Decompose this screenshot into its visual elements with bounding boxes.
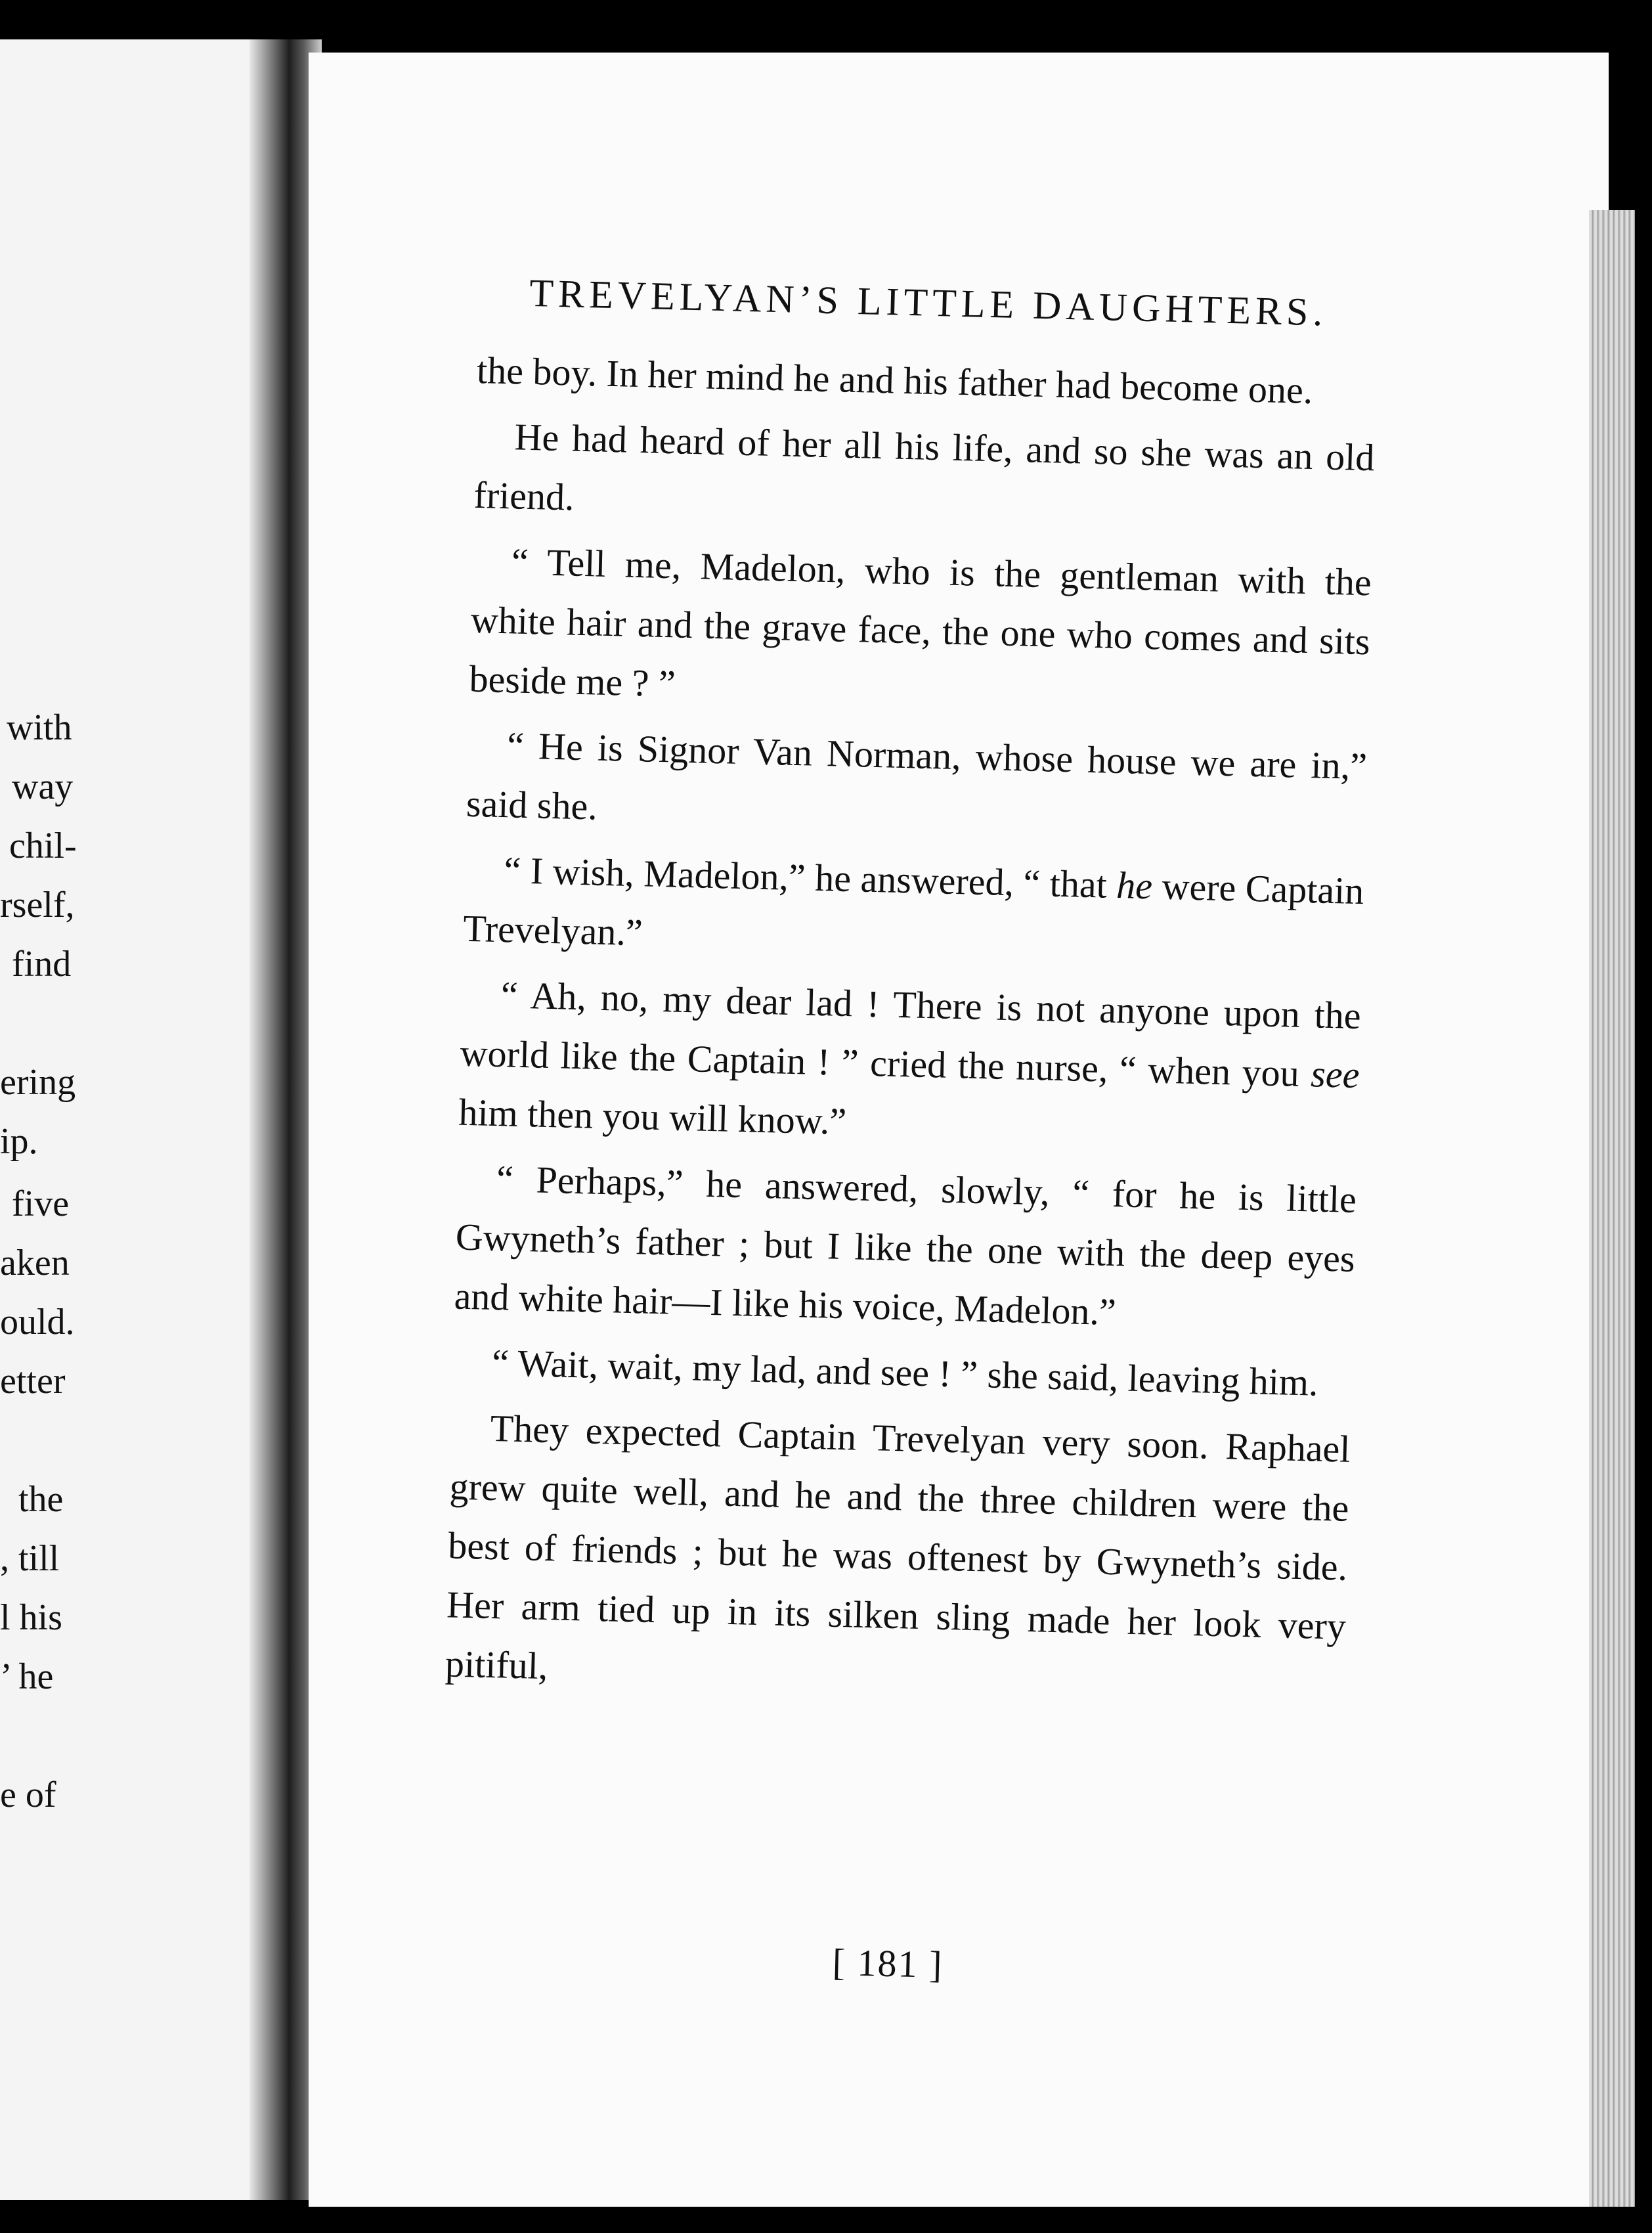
paragraph-text: “ I wish, Madelon,” he answered, “ that <box>503 849 1118 906</box>
paragraph-text: were Captain Trevelyan.” <box>462 864 1365 954</box>
paragraph <box>458 965 1362 1164</box>
left-page-fragment: chil- <box>9 826 77 866</box>
page-text-block <box>445 269 1379 1987</box>
left-page <box>0 39 250 2200</box>
paragraph: the boy. In her mind he and his father had become one. <box>476 348 1314 412</box>
right-page <box>309 53 1609 2207</box>
left-page-fragment: ip. <box>0 1121 38 1162</box>
paragraph: “ Perhaps,” he answered, slowly, “ for he is little Gwyneth’s father ; but I like the one with the deep eyes and white hair—I like his voice, Madelon.” <box>454 1157 1357 1334</box>
page-number: [ 181 ] <box>832 1940 944 1987</box>
left-page-fragment: way <box>12 766 74 807</box>
paragraph <box>462 840 1364 980</box>
left-page-fragment: aken <box>0 1243 70 1283</box>
paragraph: They expected Captain Trevelyan very soon. Raphael grew quite well, and he and the three children were the best of friends ; but he was oftenest by Gwyneth’s side. Her arm tied up in its silken sling made her look very pitiful, <box>445 1406 1351 1688</box>
page-edges <box>1589 210 1635 2207</box>
left-page-fragment: e of <box>0 1775 56 1815</box>
left-page-fragment: rself, <box>0 885 75 925</box>
left-page-fragment: , till <box>0 1538 60 1579</box>
paragraph: “ Tell me, Madelon, who is the gentleman with the white hair and the grave face, the one who comes and sits beside me ? ” <box>468 540 1372 705</box>
paragraph-text: him then you will know.” <box>458 1090 847 1143</box>
left-page-fragment: five <box>12 1183 70 1224</box>
emphasis-text: he <box>1116 863 1153 908</box>
left-page-fragment: ould. <box>0 1302 75 1342</box>
left-page-fragment: the <box>18 1479 64 1520</box>
left-page-fragment: with <box>7 707 72 748</box>
paragraph: “ Wait, wait, my lad, and see ! ” she said, leaving him. <box>491 1340 1319 1404</box>
left-page-fragment: etter <box>0 1361 66 1402</box>
paragraph-text: “ Ah, no, my dear lad ! There is not anyone upon the world like the Captain ! ” cried the nurse, “ when you <box>460 973 1362 1095</box>
left-page-fragment: ’ he <box>0 1656 54 1697</box>
left-page-fragment: l his <box>0 1597 62 1638</box>
emphasis-text: see <box>1310 1052 1360 1097</box>
left-page-fragment: find <box>12 944 72 984</box>
running-head: TREVELYAN’S LITTLE DAUGHTERS. <box>529 271 1328 334</box>
paragraph: He had heard of her all his life, and so she was an old friend. <box>473 415 1376 519</box>
paragraph: “ He is Signor Van Norman, whose house we are in,” said she. <box>466 724 1368 828</box>
left-page-fragment: ering <box>0 1062 76 1103</box>
